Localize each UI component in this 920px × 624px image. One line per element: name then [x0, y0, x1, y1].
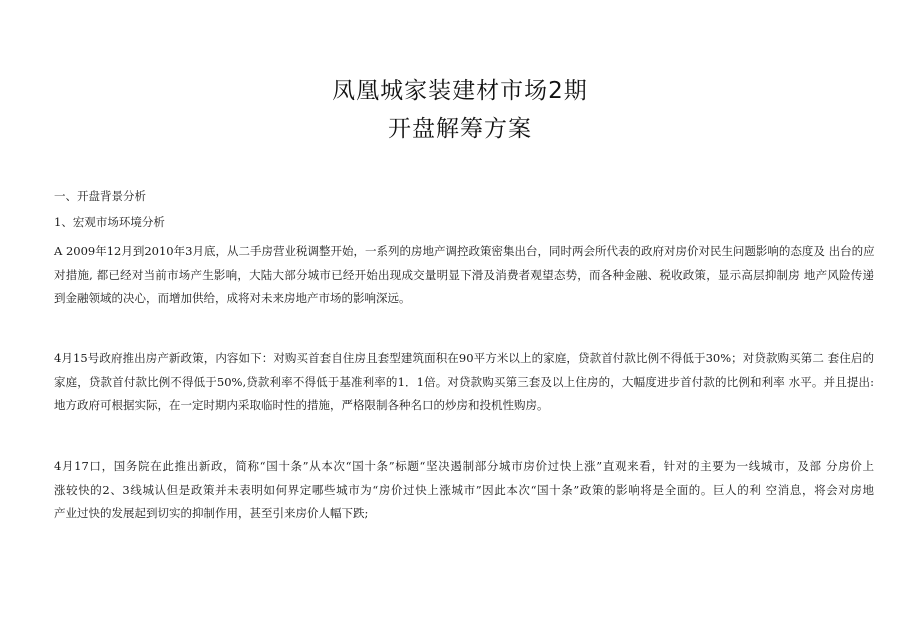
- paragraph-line: 产业过快的发展起到切实的抑制作用，甚至引来房价人幅下跌;: [54, 506, 369, 520]
- paragraph-line: 涨较快的2、3线城认但是政策并未表明如何界定哪些城市为“房价过快上涨城市”因此本次“国十条”政策的影响将是全面的。巨人的利 空消息，将会对房地: [54, 482, 874, 497]
- paragraph-line: 到金融领域的决心，而增加供给，成将对未来房地产市场的影响深远。: [54, 291, 411, 305]
- paragraph-line: A 2009年12月到2010年3月底，从二手房营业税调整开始，一系列的房地产调控政策密集出台，同时两会所代表的政府对房价对民生问题影响的态度及 出台的应: [54, 244, 875, 258]
- paragraph-line: 4月17口，国务院在此推出新政，简称“国十条”从本次“国十条”标题“坚决遏制部分城市房价过快上涨”直观来看，针对的主要为一线城市，及部 分房价上: [54, 459, 874, 473]
- section-heading: 一、开盘背景分析: [54, 189, 146, 203]
- paragraph-3: [54, 455, 874, 526]
- paragraph-line: 对措施, 都已经对当前市场产生影响，大陆大部分城市已经开始出现成交量明显下滑及消费者观望态势，而各种金融、税收政策，显示高层抑制房 地产风险传递: [54, 267, 874, 282]
- paragraph-2: [54, 347, 874, 418]
- document-title-line1: 凤凰城家装建材市场2期: [332, 78, 588, 104]
- paragraph-line: 家庭，贷款首付款比例不得低于50%,贷款利率不得低于基准利率的1．1倍。对贷款购买第三套及以上住房的，大幅度进步首付款的比例和利率 水平。并且提出:: [54, 374, 874, 389]
- subsection-heading: 1、宏观市场环境分析: [54, 215, 165, 229]
- paragraph-line: 地方政府可根据实际，在一定时期内采取临时性的措施，严格限制各种名口的炒房和投机性购房。: [54, 398, 549, 412]
- paragraph-line: 4月15号政府推出房产新政策，内容如下：对购买首套自住房且套型建筑面积在90平方米以上的家庭，贷款首付款比例不得低于30%；对贷款购买第二 套住启的: [54, 351, 874, 365]
- paragraph-1: [54, 240, 874, 311]
- document-title-line2: 开盘解筹方案: [388, 116, 532, 142]
